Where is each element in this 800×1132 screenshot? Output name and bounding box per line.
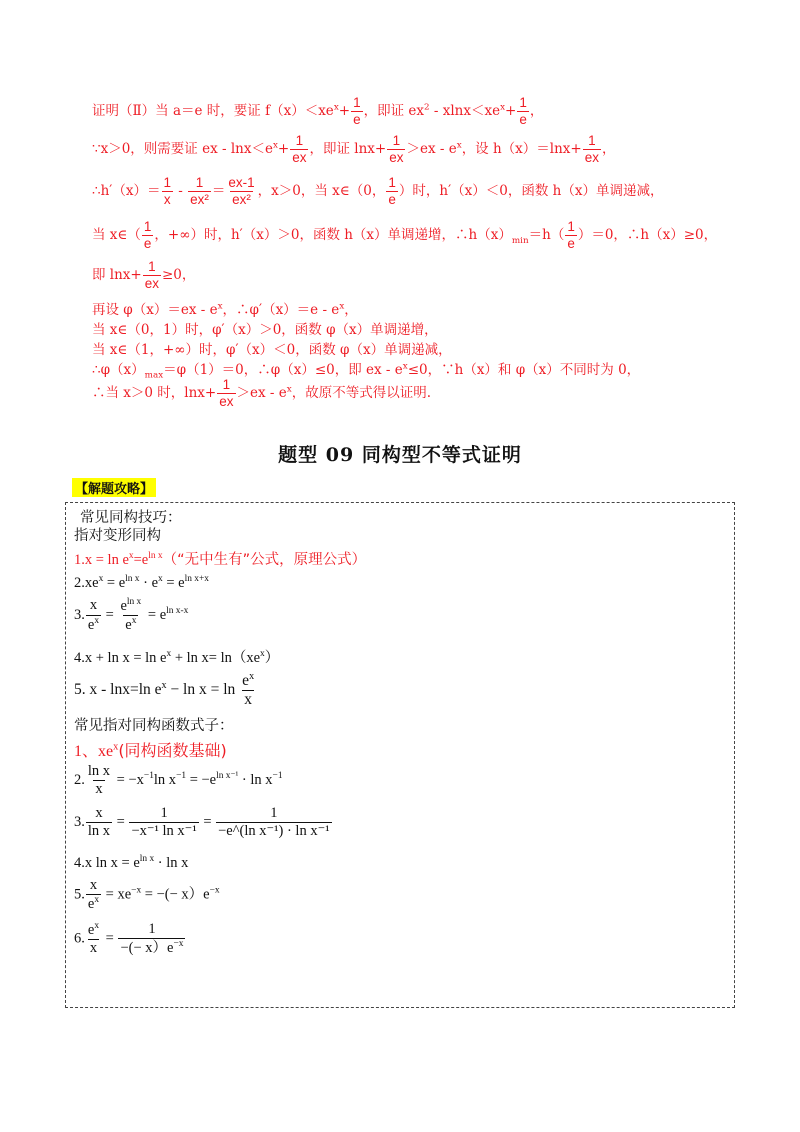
fraction: $\frac{1}{ex}$ [144,259,159,292]
fraction: $\frac{1}{x}$ [163,175,171,208]
fraction: $\frac{e^x}{x}$ [242,671,255,709]
box-line-3: $1.x = \ln e^x=e^{ln x}(“$无中生有”公式，原理公式） [74,551,367,568]
proof-line-10: ∴当 x＞0 时，lnx+ $\frac{1}{ex}$ $>ex - e^x$，故原不等式得以证明. [92,377,431,410]
box-line-12: 4.x $\ln x = e^{ln x} \cdot \ln x$ [74,854,189,871]
box-line-1: 常见同构技巧： [80,510,182,526]
fraction: $\frac{1}{-(- x)e^{-x}}$ [120,921,184,957]
box-line-10: 2. $\frac{\text{ln x}}{x}$ = $-x^{-1}\ln$ $x^{-1} = -e^{ln x^{-1}} \cdot \ln x^{-1}$ [74,763,283,798]
proof-line-4: 当 x∈（ $\frac{1}{e}$ ，+∞）时，h′（x）＞0，函数 h（x）单调递增，$\therefore h(x)_{min}=h$（ $\frac{1}{e}$ ）＝0，∴h（x）≥0， [92,219,718,252]
proof-line-8: 当 x∈（1，+∞）时，φ′（x）＜0，函数 φ（x）单调递减， [92,342,452,358]
fraction: $\frac{x}{e^x}$ [87,597,100,633]
fraction: $\frac{1}{e}$ [567,219,575,252]
box-line-7: 5. x - lnx=ln $e^x - \ln x = \ln$ $\frac{e^x}{x}$ [74,671,255,709]
box-line-5: 3. $\frac{x}{e^x}$ = $\frac{e^{ln x}}{e^x}$ = $e^{ln x-x}$ [74,597,189,633]
fraction: $\frac{1}{e}$ [353,95,361,128]
fraction: $\frac{1}{e}$ [519,95,527,128]
fraction: $\frac{e^x}{x}$ [87,921,100,957]
fraction: $\frac{1}{e}$ [143,219,152,252]
proof-line-6: 再设 $\varphi(x)=ex - e^x$，∴φ′（x）＝e - $e^x$， [92,301,358,318]
box-line-14: 6. $\frac{e^x}{x}$ = $\frac{1}{-(- x)e^{-x}}$ [74,921,184,957]
fraction: $\frac{1}{ex}$ [292,133,307,166]
fraction: $\frac{ex-1}{\text{ex²}}$ [228,175,255,208]
fraction: $\frac{e^{ln x}}{e^x}$ [120,597,142,633]
box-line-6: $4.x + \ln x = \ln e^x + \ln x= \ln(xe^x)$ [74,649,280,666]
box-line-4: $2.xe^x = e^{ln x} \cdot e^x = e^{ln x+x}$ [74,574,209,591]
box-line-8: 常见指对同构函数式子： [74,718,234,734]
section-title: 题型 09 同构型不等式证明 [278,444,522,466]
fraction: $\frac{\text{ln x}}{x}$ [87,763,111,798]
proof-line-9: $\therefore\varphi(x)_{max}=\varphi(1)=0$，∴φ（x）≤0，即 ex - $e^x\le 0$，∵h（x）和 φ（x）不同时为 0， [92,361,641,381]
fraction: $\frac{1}{\text{ex²}}$ [190,175,209,208]
fraction: $\frac{1}{ex}$ [584,133,599,166]
proof-line-1: 证明（Ⅱ）当 a＝e 时，要证 $f(x)<xe^x+$ $\frac{1}{e}$ ，即证 $ex^2 - xlnx<xe^x+$ $\frac{1}{e}$ ， [92,95,544,128]
fraction: $\frac{1}{\text{−x⁻¹ ln x⁻¹}}$ [131,805,197,840]
fraction: $\frac{1}{ex}$ [219,377,234,410]
fraction: $\frac{1}{\text{−e\textasciicircum{}(ln x⁻¹) · ln x⁻¹}}$ [218,805,330,840]
proof-line-2: ∵x＞0，则需要证 ex - $\ln x<e^x+$ $\frac{1}{ex}$ ，即证 lnx+ $\frac{1}{ex}$ $>ex - e^x$，设 h（x）＝lnx+ $\frac{1}{ex}$ ， [92,133,616,166]
box-line-9: 1、$xe^x$(同构函数基础) [74,741,227,760]
box-line-11: 3. $\frac{x}{\text{ln x}}$ = $\frac{1}{\text{−x⁻¹ ln x⁻¹}}$ = $\frac{1}{\text{−e\textasciicircum{}(ln x⁻¹) · ln x⁻¹}}$ [74,805,330,840]
fraction: $\frac{1}{ex}$ [389,133,404,166]
fraction: $\frac{1}{e}$ [388,175,396,208]
box-line-2: 指对变形同构 [74,528,161,544]
box-line-13: 5. $\frac{x}{e^x}$ = $xe^{-x}$ = −(− $x)e^{-x}$ [74,877,220,913]
proof-line-7: 当 x∈（0，1）时，φ′（x）＞0，函数 φ（x）单调递增， [92,322,438,338]
strategy-tag: 【解题攻略】 [72,478,156,497]
fraction: $\frac{x}{\text{ln x}}$ [87,805,111,840]
proof-line-3: ∴h′（x）＝ $\frac{1}{x}$ - $\frac{1}{\text{ex²}}$ ＝ $\frac{ex-1}{\text{ex²}}$ ，x＞0，当 x∈（0， $\frac{1}{e}$ ）时，h′（x）＜0，函数 h（x）单调递减， [92,175,664,208]
fraction: $\frac{x}{e^x}$ [87,877,100,913]
proof-line-5: 即 lnx+ $\frac{1}{ex}$ ≥0， [92,259,196,292]
